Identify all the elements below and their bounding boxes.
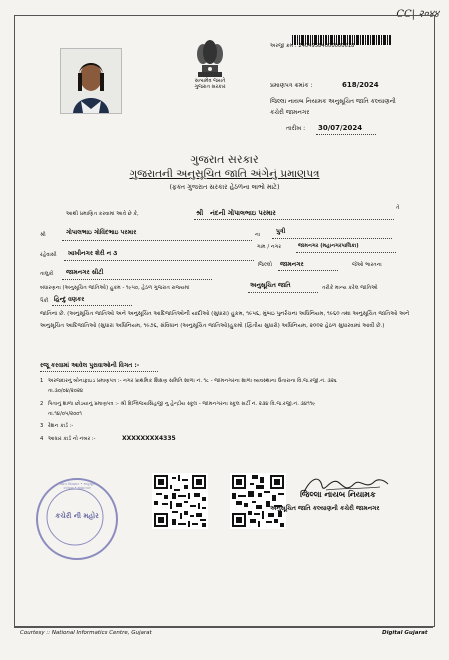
applicant-photo (60, 48, 122, 114)
doc-1-num: 1 (40, 378, 44, 384)
doc-1-text: અરજદારનું બોનાફાઇડ પ્રમાણપત્ર :- નગર પ્રાથમિક શિક્ષણ સમિતિ શાળા નં. ૧૮ - જામનગરના શાળા વ્યવસ્થાના ઉતારાના વિ.જ.રજી.નં. ૩૨૬ (48, 378, 337, 384)
gov-title: ગુજરાત સરકાર (190, 153, 259, 166)
signatory-title: જિલ્લા નાયબ નિયામક (300, 490, 376, 499)
office-line2: કચેરી જામનગર (270, 109, 310, 116)
taluka: જામનગર સીટી (66, 269, 104, 276)
legal-paragraph: જાતિના છે. (અનુસૂચિત જાતિઓ અને અનુસૂચિત આદિજાતિઓની યાદીઓ (સુધારા) હુકમ, ૧૯૫૬, મુંબઇ પુનર્રચના અધિનિયમ, ૧૯૬૦ તથા અનુસૂચિત જાતિઓ અને અનુસૂચિત આદિજાતિઓ (સુધારા અધિનિયમ, ૧૯૭૬, સંવિધાન (અનુસૂચિત જાતિઓ)હુકમો (દ્વિતીય સુધારો) અધિનિયમ, ૨૦૦૨ હેઠળ સુધારવામાં આવી છે.) (40, 311, 410, 329)
docs-title: રજૂ કરવામાં આવેલ પુરાવાઓની વિગત :- (40, 362, 140, 369)
caste-name: હિન્દુ વણકર (54, 296, 85, 303)
doc-2-text: પિતાનું શાળા છોડયાનું પ્રમાણપત્ર :- શ્રી દિગ્વિજયસિંહજી નુ હેન્દ્રીય સ્કૂલ - જામનગરના સ્કૂલ સર્ટી નં. ૨૩૪ વિ.જ.રજી.નં. ૩૪૧૧૯ (48, 401, 316, 407)
certificate-subtitle: (ફક્ત ગુજરાત સરકાર હેઠળના લાભો માટે) (169, 183, 280, 191)
barcode-icon (292, 30, 392, 40)
date-label: તારીખ : (286, 125, 306, 132)
doc-4-num: 4 (40, 436, 44, 442)
village-label: ગામ / નગર (257, 244, 282, 250)
constitution-text: બંધારણના (અનુસૂચિત જાતિઓ) હુકમ - ૧૯૫૦, હેઠળ ગુજરાત રાજ્યમાં (40, 285, 190, 291)
te-text: તે (396, 205, 400, 211)
father-name: ગોપાલભાઇ ગોવિંદભાઇ પરમાર (66, 229, 137, 236)
certify-text: આથી પ્રમાણિત કરવામાં આવે છે કે, (66, 211, 139, 217)
handwritten-reference: CC| २०४४ (396, 9, 439, 20)
taluka-label: તાલુકો (40, 271, 54, 277)
seal-text: કચેરી ની મહોર (55, 512, 99, 520)
caste-category: અનુસૂચિત જાતિ (250, 282, 291, 289)
doc-1-date: તા.૩૦/૦૪/૨૦૨૪ (48, 388, 84, 394)
signatory-office: અનુસૂચિત જાતિ કલ્યાણની કચેરી જામનગર (270, 505, 380, 512)
office-seal-icon (36, 478, 118, 560)
rahevasi-label: રહેવાસી (40, 252, 57, 258)
emblem-motto: સત્યમેવ જયતે (194, 78, 226, 84)
caste-label: પૈકી (40, 298, 49, 304)
district-label: જિલ્લો (258, 262, 272, 268)
state-text: જેઓ ભારતના (352, 262, 382, 268)
doc-4-text: આધાર કાર્ડ નો નંબર :- (48, 436, 96, 442)
application-number: અરજી ક્રમ : 24049584000000618 (270, 43, 355, 49)
applicant-name: નંદની ગોપાલભાઇ પરમાર (210, 209, 276, 217)
cert-no: 618/2024 (342, 81, 379, 89)
seal-ring-text: જિલ્લા નાયબ નિયામક • અનુસૂચિત જાતિ કલ્યાણ • જામનગર (48, 482, 106, 490)
qr-code-icon (152, 473, 208, 529)
aadhaar-number: XXXXXXXX4335 (122, 435, 176, 442)
city-type: જામનગર (મહાનગરપાલિકા) (298, 243, 359, 249)
certificate-title: ગુજરાતની અનુસૂચિત જાતિ અંગેનું પ્રમાણપત્ર (129, 168, 320, 180)
shri-label: શ્રી (40, 232, 46, 238)
footer-digital-gujarat: Digital Gujarat (382, 630, 428, 636)
state-emblem-icon (190, 32, 230, 80)
cert-no-label: પ્રમાણપત્ર ક્રમાંક : (270, 82, 313, 89)
doc-3-num: 3 (40, 423, 44, 429)
doc-3-text: રેશન કાર્ડ :- (48, 423, 74, 429)
relation: પુત્રી (276, 228, 286, 235)
district: જામનગર (280, 261, 304, 268)
address: ખાખીનગર શેરી ન ૩ (68, 250, 118, 257)
footer-line (14, 627, 433, 628)
emblem-gov: ગુજરાત સરકાર (194, 84, 226, 90)
footer-courtesy: Courtesy :: National Informatics Centre, Gujarat (20, 630, 152, 636)
issue-date: 30/07/2024 (318, 124, 363, 132)
qr-code-2-icon (230, 473, 286, 529)
na-label: ના (255, 232, 261, 238)
office-line1: જિલ્લા નાયબ નિયામક અનુસૂચિત જાતિ કલ્યાણની (270, 98, 396, 105)
name-prefix: શ્રી (196, 209, 204, 217)
doc-2-date: તા.૧૪/૦૫/૨૦૦૧ (48, 411, 82, 417)
recognized-text: તરીકે માન્ય કરેલ જાતિઓ (322, 285, 378, 291)
doc-2-num: 2 (40, 401, 44, 407)
